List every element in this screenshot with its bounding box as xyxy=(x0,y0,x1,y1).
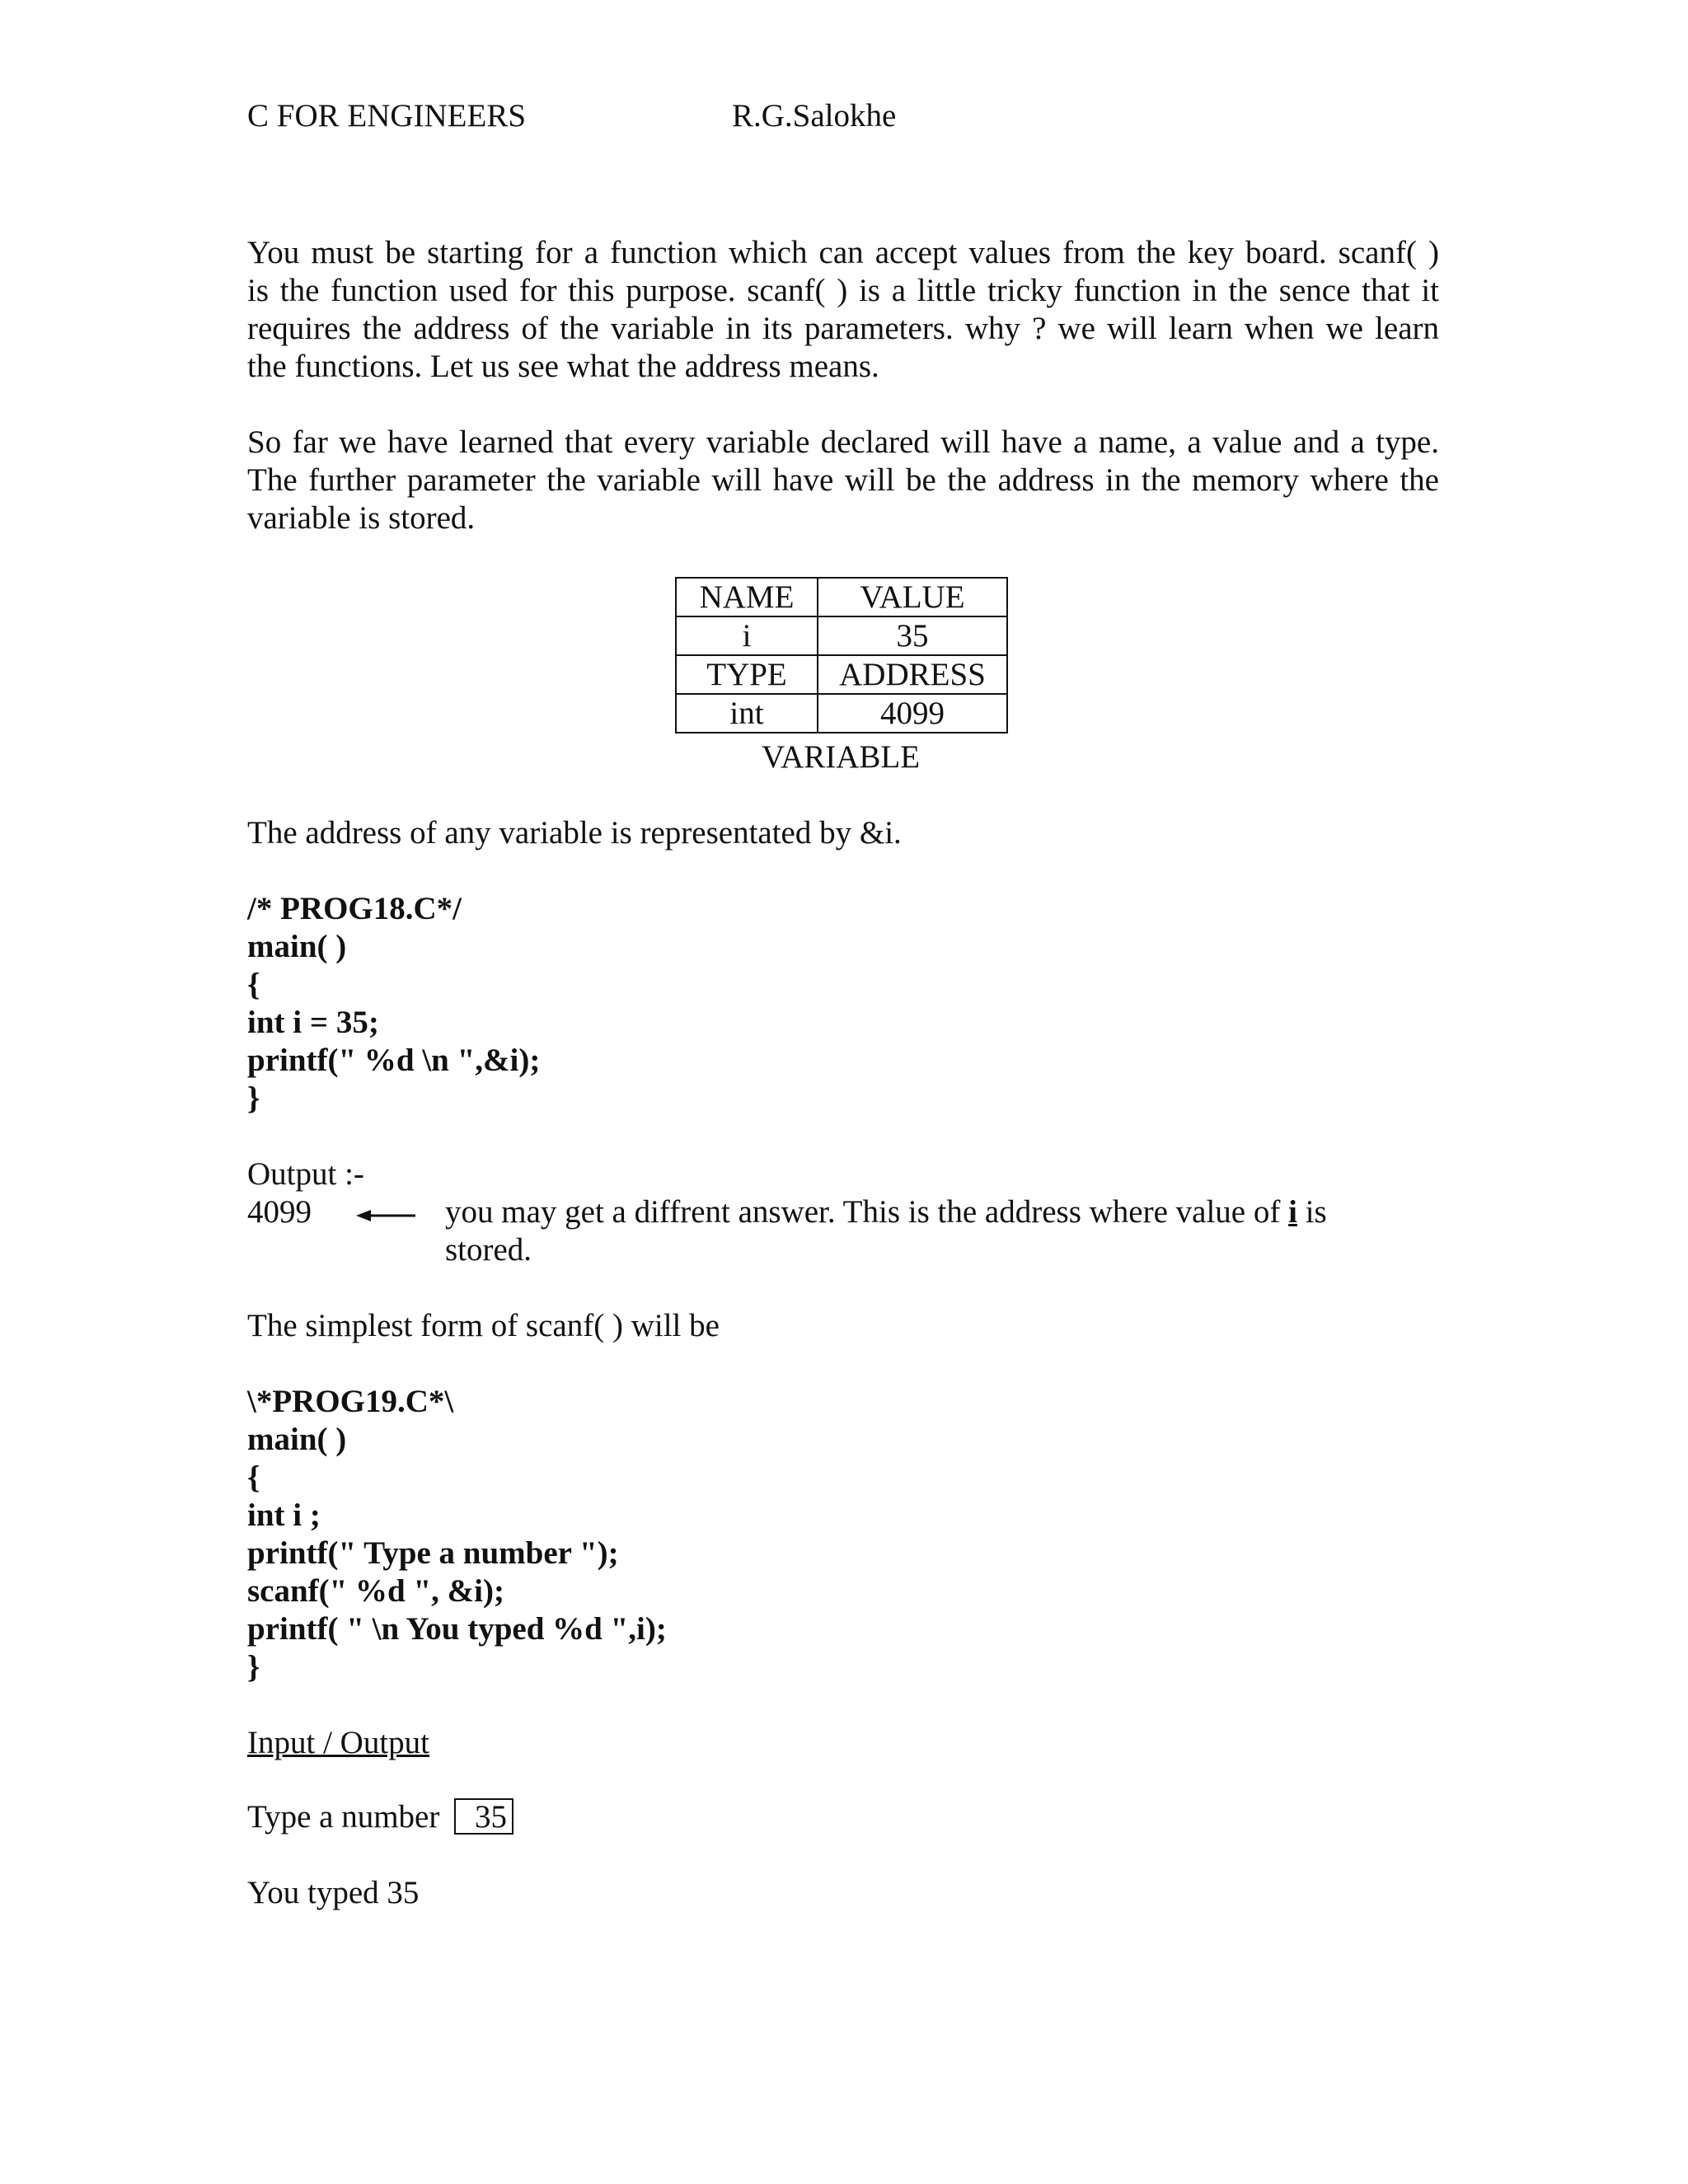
table-cell: TYPE xyxy=(676,655,818,694)
code-line: { xyxy=(247,1460,260,1495)
header-author: R.G.Salokhe xyxy=(732,98,897,134)
code-line: \*PROG19.C*\ xyxy=(247,1384,454,1419)
para2-line-1: So far we have learned that every variable declared will have a name, a value and a type. xyxy=(247,424,1439,460)
io-prompt: Type a number xyxy=(247,1799,440,1835)
para1-line-4: the functions. Let us see what the address means. xyxy=(247,349,879,384)
para2-line-2: The further parameter the variable will have will be the address in the memory where the xyxy=(247,462,1439,498)
table-row xyxy=(676,616,1007,655)
header-title: C FOR ENGINEERS xyxy=(247,98,527,134)
output-label: Output :- xyxy=(247,1156,364,1192)
table-cell: ADDRESS xyxy=(818,655,1007,694)
table-cell: 4099 xyxy=(818,694,1007,733)
io-input-box: 35 xyxy=(454,1798,513,1835)
output-note-text: you may get a diffrent answer. This is the address where value of xyxy=(445,1194,1289,1230)
code-line: int i = 35; xyxy=(247,1005,379,1040)
output-note-variable: i xyxy=(1288,1194,1297,1230)
table-cell: i xyxy=(676,616,818,655)
code-line: } xyxy=(247,1080,260,1116)
para2-line-3: variable is stored. xyxy=(247,500,476,536)
para1-line-3: requires the address of the variable in its parameters. why ? we will learn when we learn xyxy=(247,311,1439,346)
scanf-intro: The simplest form of scanf( ) will be xyxy=(247,1308,720,1343)
code-line: { xyxy=(247,967,260,1002)
table-cell: NAME xyxy=(676,578,818,616)
code-line: main( ) xyxy=(247,1422,347,1457)
io-result: You typed 35 xyxy=(247,1875,420,1910)
table-cell: int xyxy=(676,694,818,733)
table-row xyxy=(676,578,1007,616)
left-arrow-icon xyxy=(356,1206,415,1226)
output-note-suffix: is xyxy=(1296,1194,1327,1230)
address-note: The address of any variable is representated by &i. xyxy=(247,815,902,851)
output-note xyxy=(445,1193,1327,1231)
code-line: printf(" %d \n ",&i); xyxy=(247,1043,541,1078)
table-caption: VARIABLE xyxy=(761,739,921,775)
code-line: printf( " \n You typed %d ",i); xyxy=(247,1611,667,1647)
table-cell: 35 xyxy=(818,616,1007,655)
io-heading: Input / Output xyxy=(247,1725,429,1760)
code-line: scanf(" %d ", &i); xyxy=(247,1573,504,1609)
table-cell: VALUE xyxy=(818,578,1007,616)
code-line: int i ; xyxy=(247,1497,321,1533)
table-row xyxy=(676,655,1007,694)
output-note-line-2: stored. xyxy=(445,1232,532,1268)
code-line: } xyxy=(247,1649,260,1685)
code-line: printf(" Type a number "); xyxy=(247,1535,619,1571)
output-value: 4099 xyxy=(247,1194,312,1230)
code-line: main( ) xyxy=(247,929,347,964)
table-row xyxy=(676,694,1007,733)
variable-table xyxy=(675,577,1008,733)
para1-line-1: You must be starting for a function which can accept values from the key board. scanf( ) xyxy=(247,235,1439,270)
code-line: /* PROG18.C*/ xyxy=(247,891,462,926)
para1-line-2: is the function used for this purpose. scanf( ) is a little tricky function in the sence that it xyxy=(247,273,1439,308)
